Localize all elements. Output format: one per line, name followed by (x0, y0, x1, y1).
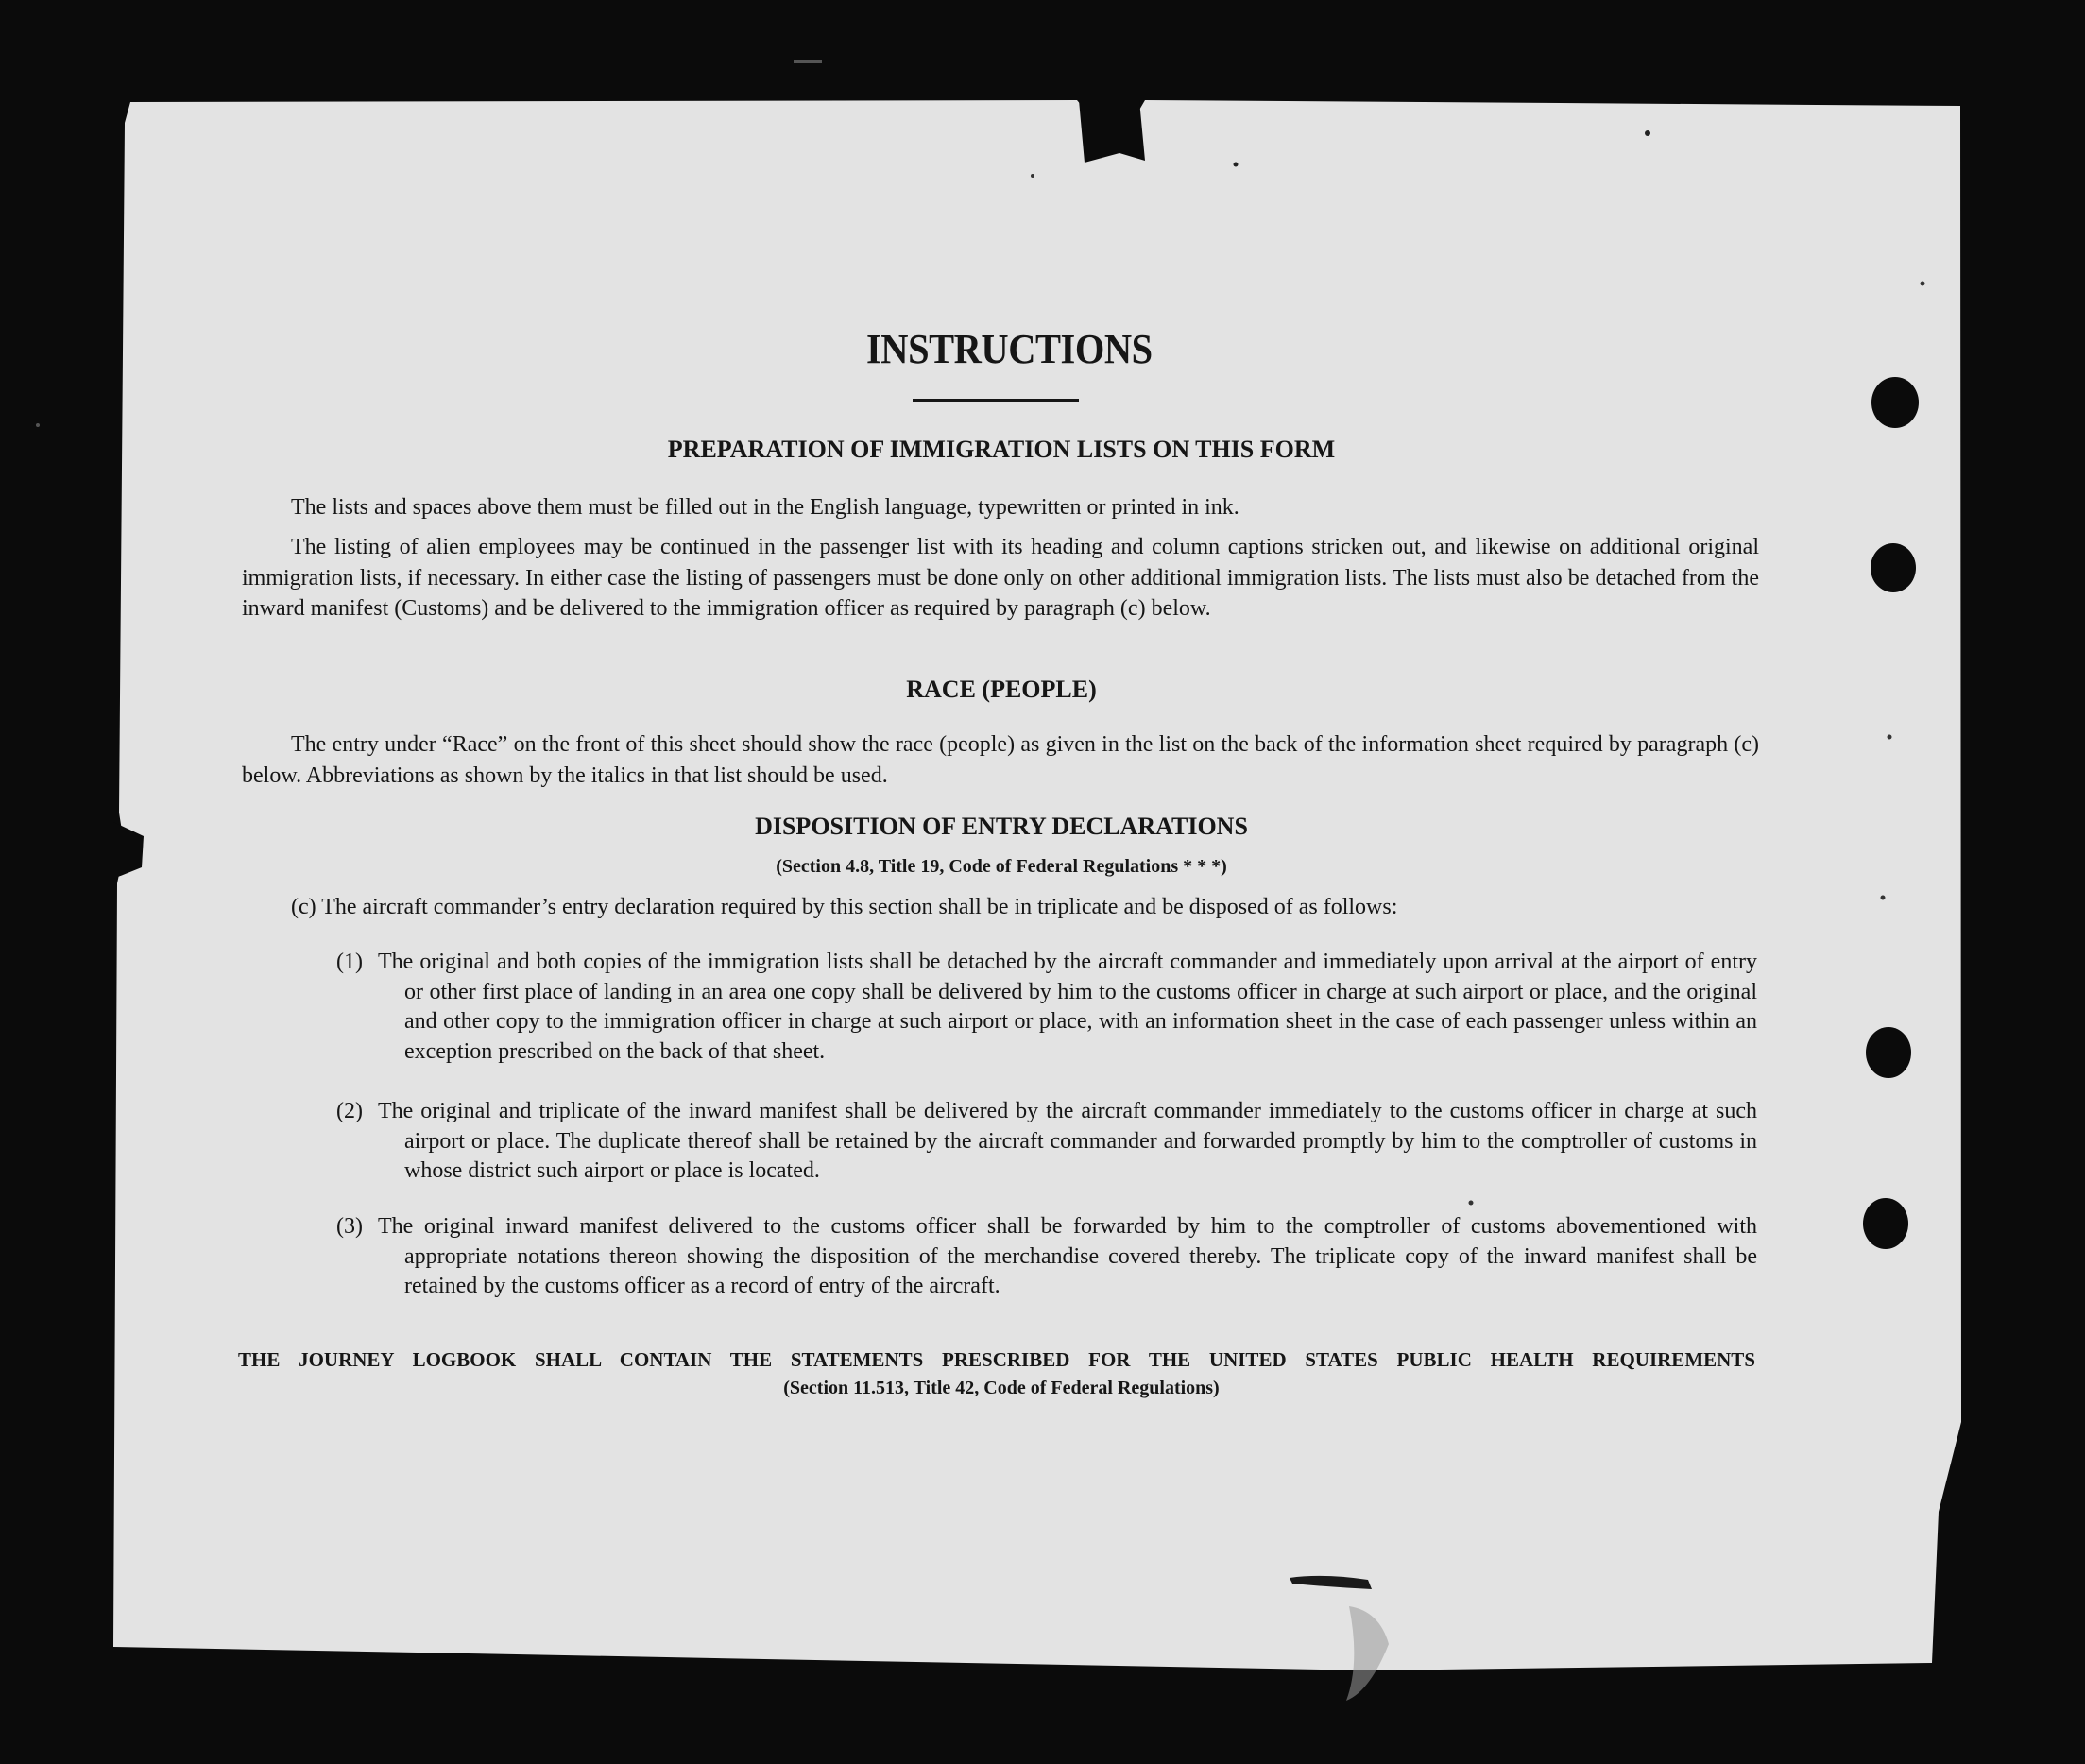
citation-disposition: (Section 4.8, Title 19, Code of Federal Regulations * * *) (776, 856, 1227, 877)
footer-statement: THE JOURNEY LOGBOOK SHALL CONTAIN THE STATEMENTS PRESCRIBED FOR THE UNITED STATES PUBLIC HEALTH REQUIREMENTS (238, 1348, 1755, 1371)
paragraph-race: The entry under “Race” on the front of this sheet should show the race (people) as given in the list on the back of the information sheet required by paragraph (c) below. Abbreviations as shown by the italics in that list should be used. (242, 732, 1759, 788)
list-item (336, 1212, 1757, 1302)
heading-race: RACE (PEOPLE) (906, 676, 1097, 703)
list-item-number: (2) (336, 1099, 363, 1123)
heading-disposition: DISPOSITION OF ENTRY DECLARATIONS (755, 813, 1248, 840)
list-item (336, 1097, 1757, 1187)
footer-citation: (Section 11.513, Title 42, Code of Federal Regulations) (783, 1378, 1220, 1398)
paragraph-preparation-1: The lists and spaces above them must be filled out in the English language, typewritten or printed in ink. (291, 495, 1239, 520)
list-item-number: (1) (336, 950, 363, 974)
list-item-text: The original inward manifest delivered to the customs officer shall be forwarded by him to the comptroller of customs abovementioned with appropriate notations thereon showing the disposition of the merchandise covered thereby. The triplicate copy of the inward manifest shall be retained by the customs officer as a record of entry of the aircraft. (378, 1214, 1757, 1298)
document-title: INSTRUCTIONS (866, 326, 1153, 372)
list-item (336, 948, 1757, 1067)
list-item-text: The original and both copies of the immigration lists shall be detached by the aircraft commander and immediately upon arrival at the airport of entry or other first place of landing in an area one copy shall be delivered by him to the customs officer in charge at such airport or place, and the original and other copy to the immigration officer in charge at such airport or place, with an information sheet in the case of each passenger unless within an exception prescribed on the back of that sheet. (378, 950, 1757, 1064)
title-underline (913, 399, 1079, 402)
paragraph-disposition-intro: (c) The aircraft commander’s entry declaration required by this section shall be in triplicate and be disposed of as follows: (291, 895, 1398, 919)
heading-preparation: PREPARATION OF IMMIGRATION LISTS ON THIS FORM (667, 436, 1336, 463)
list-item-number: (3) (336, 1214, 363, 1239)
paragraph-preparation-2: The listing of alien employees may be continued in the passenger list with its heading and column captions stricken out, and likewise on additional original immigration lists, if necessary. In either case the listing of passengers must be done only on other additional immigration lists. The lists must also be detached from the inward manifest (Customs) and be delivered to the immigration officer as required by paragraph (c) below. (242, 535, 1759, 621)
list-item-text: The original and triplicate of the inward manifest shall be delivered by the aircraft commander immediately to the customs officer in charge at such airport or place. The duplicate thereof shall be retained by the aircraft commander and forwarded promptly by him to the comptroller of customs in whose district such airport or place is located. (378, 1099, 1757, 1183)
